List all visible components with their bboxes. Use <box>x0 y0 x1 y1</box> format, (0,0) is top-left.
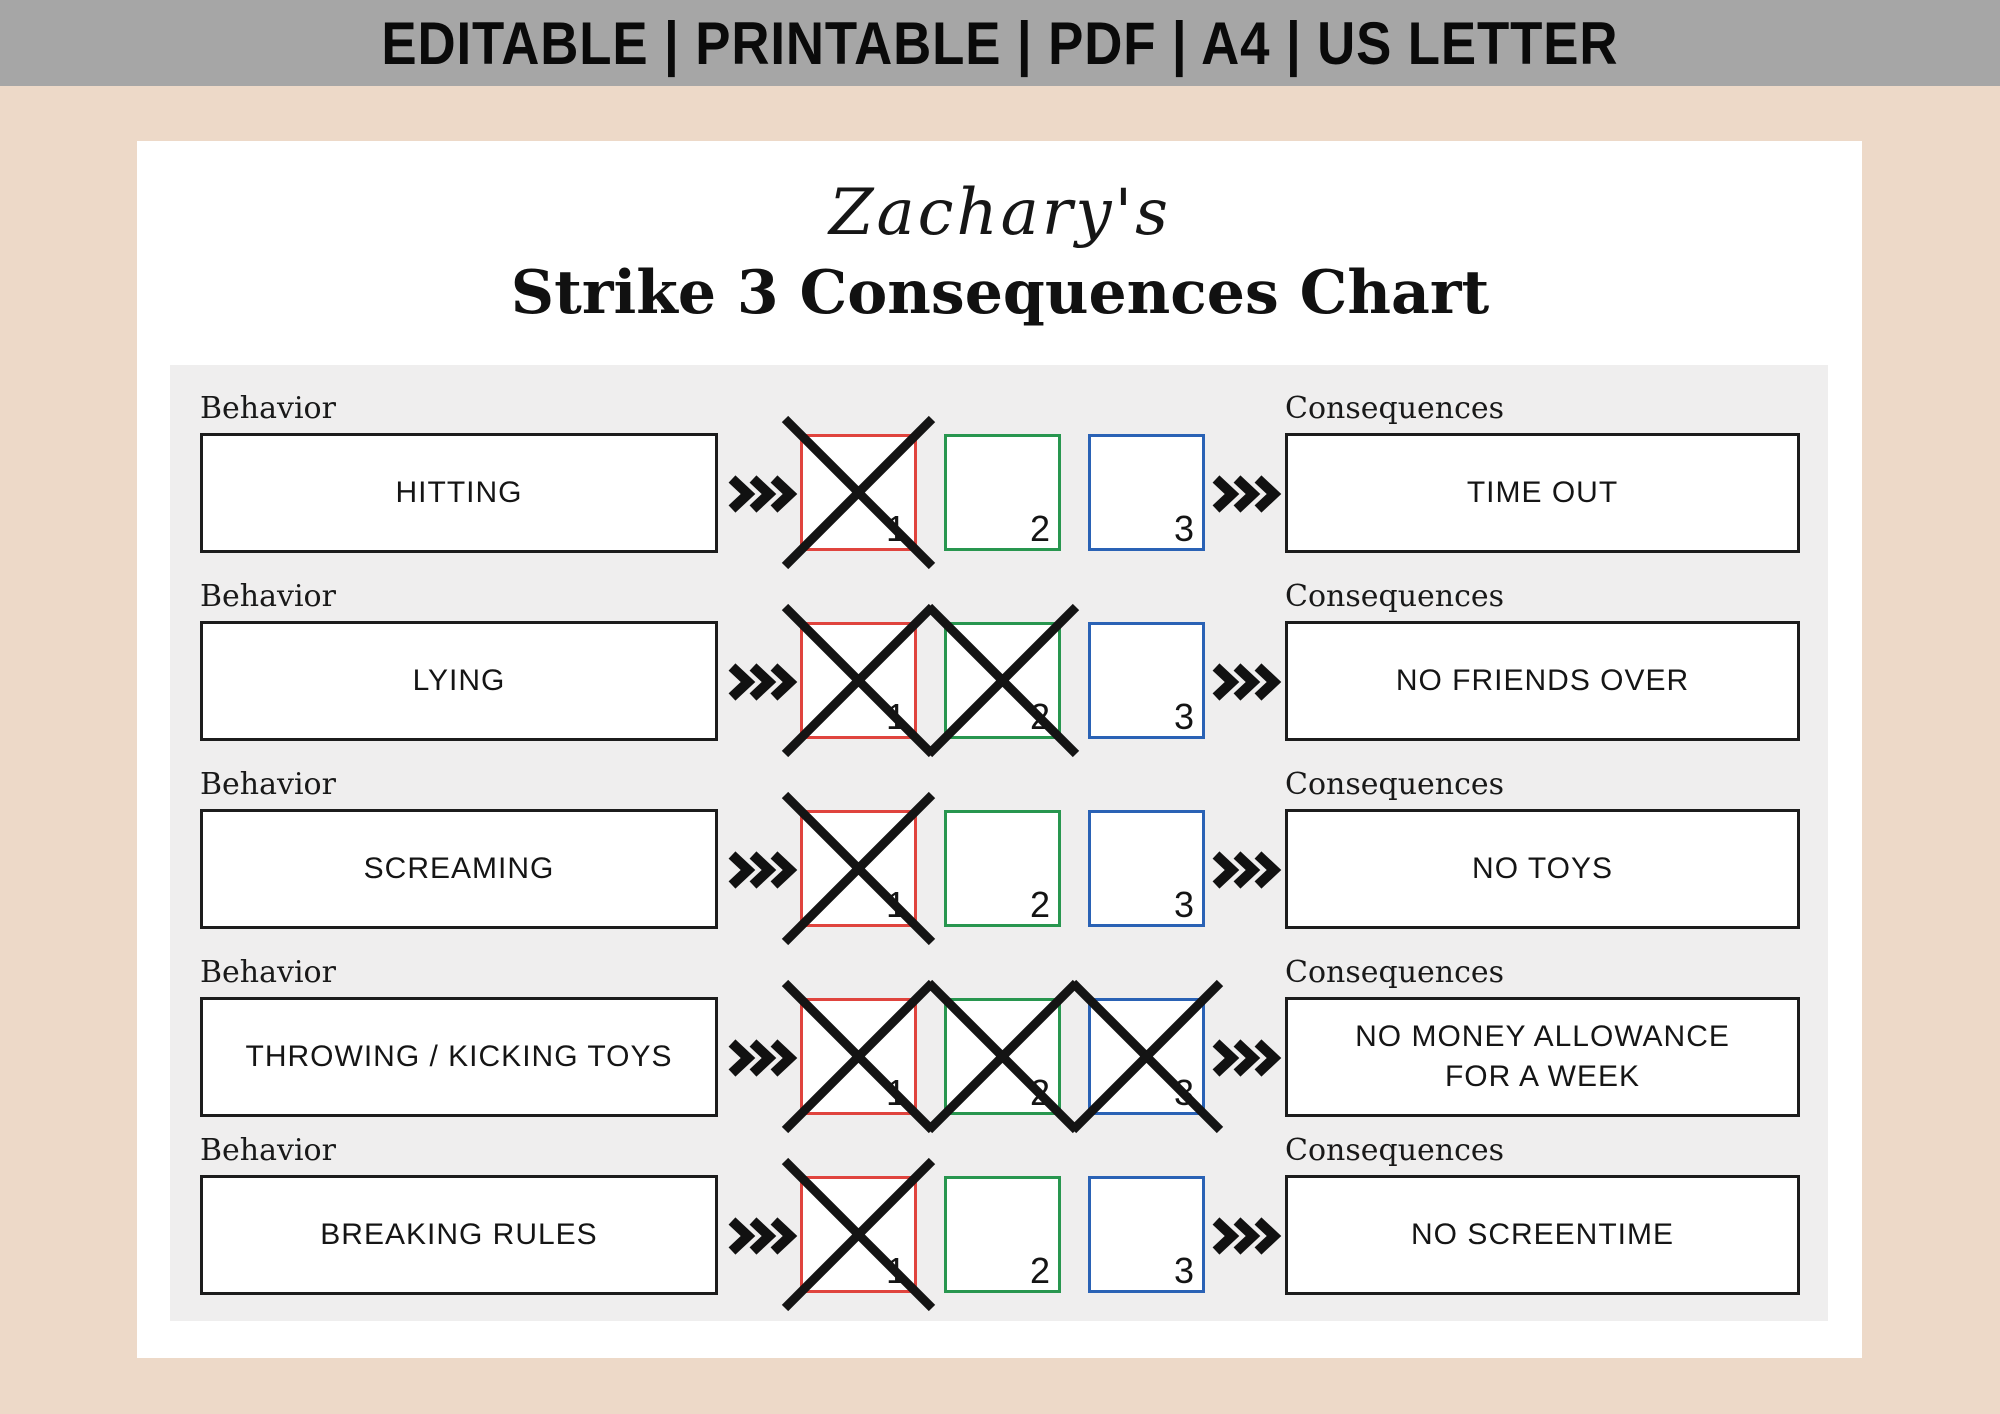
consequence-text: NO TOYS <box>1472 851 1613 885</box>
strike-box-1 <box>800 1176 917 1293</box>
behavior-box <box>200 1175 718 1295</box>
consequences-label: Consequences <box>1285 767 1505 802</box>
strike-number: 3 <box>1173 884 1194 925</box>
strike-box-1 <box>800 998 917 1115</box>
consequence-box <box>1285 997 1800 1117</box>
chart-row <box>0 955 2000 1120</box>
behavior-label: Behavior <box>200 391 336 426</box>
consequence-box <box>1285 433 1800 553</box>
chart-row <box>0 579 2000 744</box>
triple-chevron-icon <box>1212 475 1276 513</box>
strike-box-1 <box>800 810 917 927</box>
strike-number: 1 <box>885 696 906 737</box>
consequence-text: NO MONEY ALLOWANCE <box>1355 1019 1730 1053</box>
behavior-text: LYING <box>412 663 506 697</box>
triple-chevron-icon <box>728 851 792 889</box>
triple-chevron-icon <box>728 663 792 701</box>
behavior-label: Behavior <box>200 1133 336 1168</box>
strike-number: 3 <box>1173 696 1194 737</box>
triple-chevron-icon <box>728 1217 792 1255</box>
strike-number: 2 <box>1029 696 1050 737</box>
consequence-text: NO SCREENTIME <box>1410 1217 1675 1251</box>
behavior-label: Behavior <box>200 579 336 614</box>
strike-box-2 <box>944 810 1061 927</box>
consequences-label: Consequences <box>1285 1133 1505 1168</box>
strike-box-1 <box>800 622 917 739</box>
strike-box-3 <box>1088 810 1205 927</box>
strike-box-3 <box>1088 1176 1205 1293</box>
triple-chevron-icon <box>1212 851 1276 889</box>
consequence-box <box>1285 809 1800 929</box>
strike-number: 2 <box>1029 1072 1050 1113</box>
strike-number: 2 <box>1029 884 1050 925</box>
triple-chevron-icon <box>1212 1217 1276 1255</box>
strike-number: 2 <box>1029 508 1050 549</box>
consequence-text: NO FRIENDS OVER <box>1395 663 1690 697</box>
strike-number: 3 <box>1173 1072 1194 1113</box>
behavior-text: THROWING / KICKING TOYS <box>245 1039 673 1073</box>
banner-text: EDITABLE | PRINTABLE | PDF | A4 | US LETTER <box>381 9 1619 77</box>
behavior-label: Behavior <box>200 955 336 990</box>
consequence-text: TIME OUT <box>1466 475 1619 509</box>
strike-number: 1 <box>885 508 906 549</box>
behavior-box <box>200 809 718 929</box>
strike-box-2 <box>944 998 1061 1115</box>
strike-box-2 <box>944 622 1061 739</box>
consequence-box <box>1285 1175 1800 1295</box>
consequence-box <box>1285 621 1800 741</box>
strike-number: 3 <box>1173 508 1194 549</box>
child-name-script: Zachary's <box>828 176 1172 250</box>
triple-chevron-icon <box>728 1039 792 1077</box>
consequences-label: Consequences <box>1285 955 1505 990</box>
chart-row <box>0 391 2000 556</box>
triple-chevron-icon <box>728 475 792 513</box>
strike-number: 3 <box>1173 1250 1194 1291</box>
triple-chevron-icon <box>1212 663 1276 701</box>
strike-number: 1 <box>885 884 906 925</box>
triple-chevron-icon <box>1212 1039 1276 1077</box>
behavior-text: SCREAMING <box>363 851 555 885</box>
behavior-text: HITTING <box>395 475 523 509</box>
strike-number: 2 <box>1029 1250 1050 1291</box>
strike-box-3 <box>1088 998 1205 1115</box>
top-banner <box>0 0 2000 86</box>
strike-number: 1 <box>885 1072 906 1113</box>
strike-box-2 <box>944 1176 1061 1293</box>
chart-row <box>0 767 2000 932</box>
behavior-box <box>200 433 718 553</box>
behavior-box <box>200 997 718 1117</box>
chart-row <box>0 1133 2000 1298</box>
consequence-text-line2: FOR A WEEK <box>1444 1060 1641 1093</box>
behavior-box <box>200 621 718 741</box>
consequences-label: Consequences <box>1285 579 1505 614</box>
strike-box-3 <box>1088 434 1205 551</box>
consequences-label: Consequences <box>1285 391 1505 426</box>
strike-box-1 <box>800 434 917 551</box>
behavior-text: BREAKING RULES <box>320 1217 598 1251</box>
behavior-label: Behavior <box>200 767 336 802</box>
strike-box-3 <box>1088 622 1205 739</box>
strike-box-2 <box>944 434 1061 551</box>
page-title: Strike 3 Consequences Chart <box>510 258 1490 328</box>
strike-number: 1 <box>885 1250 906 1291</box>
